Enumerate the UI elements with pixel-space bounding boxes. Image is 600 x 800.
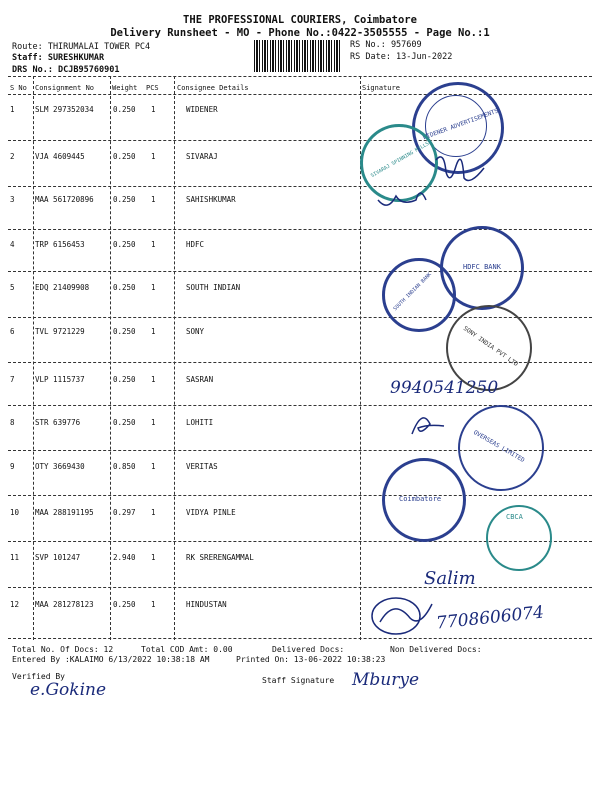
signature-scribble [368, 592, 438, 640]
row-consignment: EDQ 21409908 [35, 283, 90, 292]
signature-scribble [376, 140, 496, 230]
row-pcs: 1 [151, 375, 156, 384]
row-pcs: 1 [151, 418, 156, 427]
row-sno: 1 [10, 105, 15, 114]
row-sno: 9 [10, 462, 15, 471]
row-sno: 10 [10, 508, 20, 517]
row-weight: 2.940 [113, 553, 136, 562]
handwritten-phone: 7708606074 [435, 602, 545, 634]
drs-number: DRS No.: DCJB95760901 [12, 65, 120, 75]
row-consignment: VLP 1115737 [35, 375, 85, 384]
finance-stamp: Coimbatore [382, 458, 466, 542]
row-consignee: VIDYA PINLE [186, 508, 236, 517]
table-bottom-rule [8, 638, 592, 639]
non-delivered-docs: Non Delivered Docs: [390, 645, 482, 654]
row-consignment: OTY 3669430 [35, 462, 85, 471]
total-cod: Total COD Amt: 0.00 [141, 645, 233, 654]
row-pcs: 1 [151, 600, 156, 609]
table-header-rule [8, 94, 592, 95]
row-consignee: SASRAN [186, 375, 214, 384]
table-top-rule [8, 76, 592, 77]
row-consignment: STR 639776 [35, 418, 81, 427]
col-header-sno: S No [10, 84, 27, 92]
row-weight: 0.250 [113, 195, 136, 204]
verified-by-label: Verified By [12, 672, 65, 681]
row-sno: 6 [10, 327, 15, 336]
row-pcs: 1 [151, 553, 156, 562]
row-weight: 0.250 [113, 418, 136, 427]
row-pcs: 1 [151, 195, 156, 204]
row-sno: 3 [10, 195, 15, 204]
row-weight: 0.250 [113, 327, 136, 336]
col-header-consignment: Consignment No [35, 84, 95, 92]
sony-stamp: SONY INDIA PVT LTD [446, 305, 532, 391]
row-sno: 11 [10, 553, 20, 562]
staff-signature-label: Staff Signature [262, 676, 335, 685]
staff-signature: Mburye [352, 670, 420, 690]
row-weight: 0.250 [113, 152, 136, 161]
col-header-weight: Weight [112, 84, 138, 92]
row-consignee: WIDENER [186, 105, 218, 114]
row-rule [8, 186, 592, 187]
printed-on: Printed On: 13-06-2022 10:38:23 [236, 655, 386, 664]
row-sno: 4 [10, 240, 15, 249]
row-pcs: 1 [151, 327, 156, 336]
row-consignment: MAA 561720896 [35, 195, 94, 204]
row-sno: 2 [10, 152, 15, 161]
row-consignment: MAA 288191195 [35, 508, 94, 517]
overseas-stamp: OVERSEAS LIMITED [458, 405, 544, 491]
row-rule [8, 140, 592, 141]
row-weight: 0.250 [113, 600, 136, 609]
row-sno: 5 [10, 283, 15, 292]
row-consignment: SVP 101247 [35, 553, 81, 562]
row-weight: 0.250 [113, 283, 136, 292]
col-divider [110, 76, 111, 640]
south-indian-bank-stamp: SOUTH INDIAN BANK [382, 258, 456, 332]
row-consignee: SOUTH INDIAN [186, 283, 241, 292]
row-consignee: HINDUSTAN [186, 600, 227, 609]
row-pcs: 1 [151, 240, 156, 249]
col-header-signature: Signature [362, 84, 400, 92]
row-pcs: 1 [151, 462, 156, 471]
total-docs: Total No. Of Docs: 12 [12, 645, 114, 654]
row-consignment: TVL 9721229 [35, 327, 85, 336]
col-divider [33, 76, 34, 640]
row-consignment: VJA 4609445 [35, 152, 85, 161]
row-weight: 0.250 [113, 240, 136, 249]
row-consignee: SAHISHKUMAR [186, 195, 236, 204]
delivered-docs: Delivered Docs: [272, 645, 345, 654]
runsheet-title: Delivery Runsheet - MO - Phone No.:0422-3505555 - Page No.:1 [110, 27, 490, 39]
handwritten-phone: 9940541250 [390, 378, 499, 398]
barcode [254, 40, 342, 72]
row-weight: 0.250 [113, 375, 136, 384]
row-consignment: SLM 297352034 [35, 105, 94, 114]
row-consignee: SONY [186, 327, 205, 336]
row-consignee: LOHITI [186, 418, 214, 427]
row-consignee: RK SRERENGAMMAL [186, 553, 254, 562]
staff-label: Staff: SURESHKUMAR [12, 53, 105, 63]
verifier-signature: e.Gokine [30, 680, 107, 700]
row-rule [8, 495, 592, 496]
row-rule [8, 587, 592, 588]
row-pcs: 1 [151, 508, 156, 517]
row-sno: 12 [10, 600, 20, 609]
row-sno: 7 [10, 375, 15, 384]
hdfc-stamp: HDFC BANK [440, 226, 524, 310]
col-header-pcs: PCS [146, 84, 159, 92]
entered-by: Entered By :KALAIMO 6/13/2022 10:38:18 AM [12, 655, 210, 664]
cbca-stamp: CBCA [486, 505, 552, 571]
row-consignee: VERITAS [186, 462, 218, 471]
row-pcs: 1 [151, 105, 156, 114]
col-divider [174, 76, 175, 640]
row-pcs: 1 [151, 283, 156, 292]
sivaraj-stamp: SIVARAJ SPINNING MILLS [360, 124, 438, 202]
row-weight: 0.250 [113, 105, 136, 114]
row-consignee: SIVARAJ [186, 152, 218, 161]
row-consignment: MAA 281278123 [35, 600, 94, 609]
signature-scribble [408, 408, 448, 438]
handwritten-name: Salim [424, 568, 476, 589]
row-weight: 0.297 [113, 508, 136, 517]
row-weight: 0.850 [113, 462, 136, 471]
route-label: Route: THIRUMALAI TOWER PC4 [12, 42, 151, 52]
row-rule [8, 229, 592, 230]
row-sno: 8 [10, 418, 15, 427]
widener-stamp: WIDENER ADVERTISEMENTS [412, 82, 504, 174]
row-consignee: HDFC [186, 240, 205, 249]
col-header-consignee: Consignee Details [177, 84, 249, 92]
row-pcs: 1 [151, 152, 156, 161]
rs-date: RS Date: 13-Jun-2022 [350, 52, 453, 62]
row-consignment: TRP 6156453 [35, 240, 85, 249]
rs-number: RS No.: 957609 [350, 40, 422, 50]
company-title: THE PROFESSIONAL COURIERS, Coimbatore [183, 14, 417, 26]
